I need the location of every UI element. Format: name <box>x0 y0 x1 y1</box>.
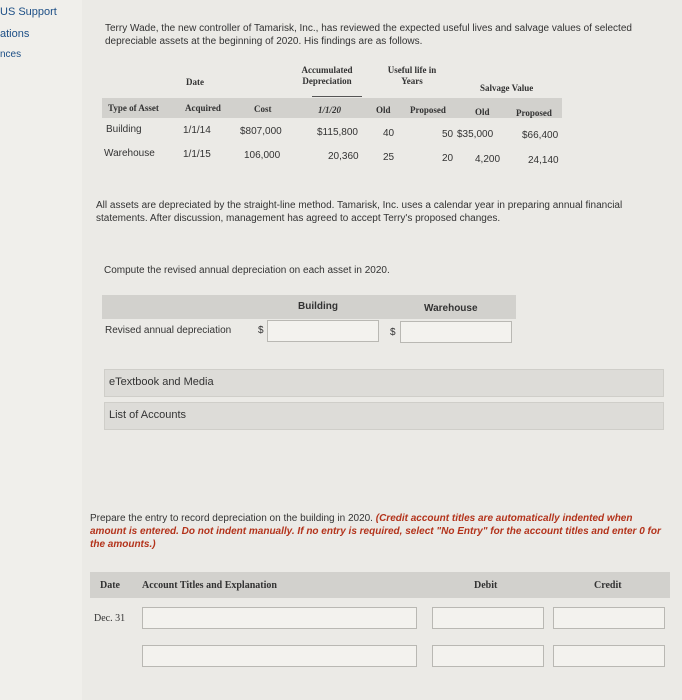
debit-input-2[interactable] <box>432 645 544 667</box>
question-2-text: Prepare the entry to record depreciation on the building in 2020. <box>90 513 373 524</box>
cell-life-old: 25 <box>383 152 395 163</box>
divider <box>312 96 362 97</box>
building-depreciation-input[interactable] <box>267 320 379 342</box>
th-sv-old: Old <box>475 107 490 117</box>
cell-acquired: 1/1/14 <box>183 125 211 136</box>
th-life-proposed: Proposed <box>410 105 446 115</box>
currency-symbol: $ <box>258 325 264 336</box>
th-salvage-value: Salvage Value <box>480 83 534 93</box>
warehouse-depreciation-input[interactable] <box>400 321 512 343</box>
th-cost: Cost <box>254 104 272 114</box>
question-2-instructions: (Credit account titles are automatically indented when amount is entered. Do not indent manually. If no entry is required, select "No Entry" for the account titles and enter 0 for the amounts.) <box>90 513 661 550</box>
cell-acquired: 1/1/15 <box>183 149 211 160</box>
debit-input-1[interactable] <box>432 607 544 629</box>
currency-symbol: $ <box>390 327 396 338</box>
cell-life-old: 40 <box>383 128 395 139</box>
th-sv-proposed: Proposed <box>516 108 552 118</box>
journal-col-account: Account Titles and Explanation <box>142 580 277 591</box>
th-type-of-asset: Type of Asset <box>108 103 159 113</box>
question-panel <box>82 0 682 700</box>
col-building: Building <box>298 301 338 312</box>
th-accum-date: 1/1/20 <box>318 105 342 115</box>
account-title-input-1[interactable] <box>142 607 417 629</box>
cell-asset: Warehouse <box>104 148 155 159</box>
journal-col-credit: Credit <box>594 580 622 591</box>
cell-accum: 20,360 <box>328 151 359 162</box>
list-of-accounts-link[interactable]: List of Accounts <box>104 402 664 430</box>
cell-sv-new: $66,400 <box>522 130 559 141</box>
account-title-input-2[interactable] <box>142 645 417 667</box>
th-useful-life: Useful life in Years <box>387 65 437 86</box>
th-acquired: Acquired <box>185 103 221 113</box>
cell-asset: Building <box>106 124 142 135</box>
sidebar-item-ations[interactable]: ations <box>0 28 30 40</box>
left-sidebar <box>0 0 82 700</box>
method-paragraph: All assets are depreciated by the straight-line method. Tamarisk, Inc. uses a calendar year in preparing annual financial statements. After discussion, management has agreed to accept Terry's proposed changes. <box>96 200 623 224</box>
th-date: Date <box>186 77 204 87</box>
cell-life-new: 50 <box>442 129 454 140</box>
th-life-old: Old <box>376 105 391 115</box>
cell-sv-old: 4,200 <box>475 154 501 165</box>
dep-row-label: Revised annual depreciation <box>105 325 232 336</box>
sidebar-item-nces[interactable]: nces <box>0 49 22 60</box>
cell-sv-new: 24,140 <box>528 155 559 166</box>
cell-sv-old: $35,000 <box>457 129 494 140</box>
intro-text: Terry Wade, the new controller of Tamarisk, Inc., has reviewed the expected useful lives and salvage values of selected depreciable assets at the beginning of 2020. His findings are as follows. <box>105 23 632 47</box>
journal-col-date: Date <box>100 580 120 591</box>
cell-cost: $807,000 <box>240 126 282 137</box>
col-warehouse: Warehouse <box>424 303 478 314</box>
question-2 <box>90 512 670 551</box>
cell-accum: $115,800 <box>317 127 358 138</box>
credit-input-2[interactable] <box>553 645 665 667</box>
credit-input-1[interactable] <box>553 607 665 629</box>
th-accumulated-depreciation: Accumulated Depreciation <box>301 65 353 86</box>
journal-date: Dec. 31 <box>94 613 126 624</box>
question-1-text: Compute the revised annual depreciation on each asset in 2020. <box>104 265 390 276</box>
cell-life-new: 20 <box>442 153 454 164</box>
cell-cost: 106,000 <box>244 150 281 161</box>
journal-col-debit: Debit <box>474 580 498 591</box>
etextbook-link[interactable]: eTextbook and Media <box>104 369 664 397</box>
sidebar-item-support[interactable]: US Support <box>0 6 57 18</box>
